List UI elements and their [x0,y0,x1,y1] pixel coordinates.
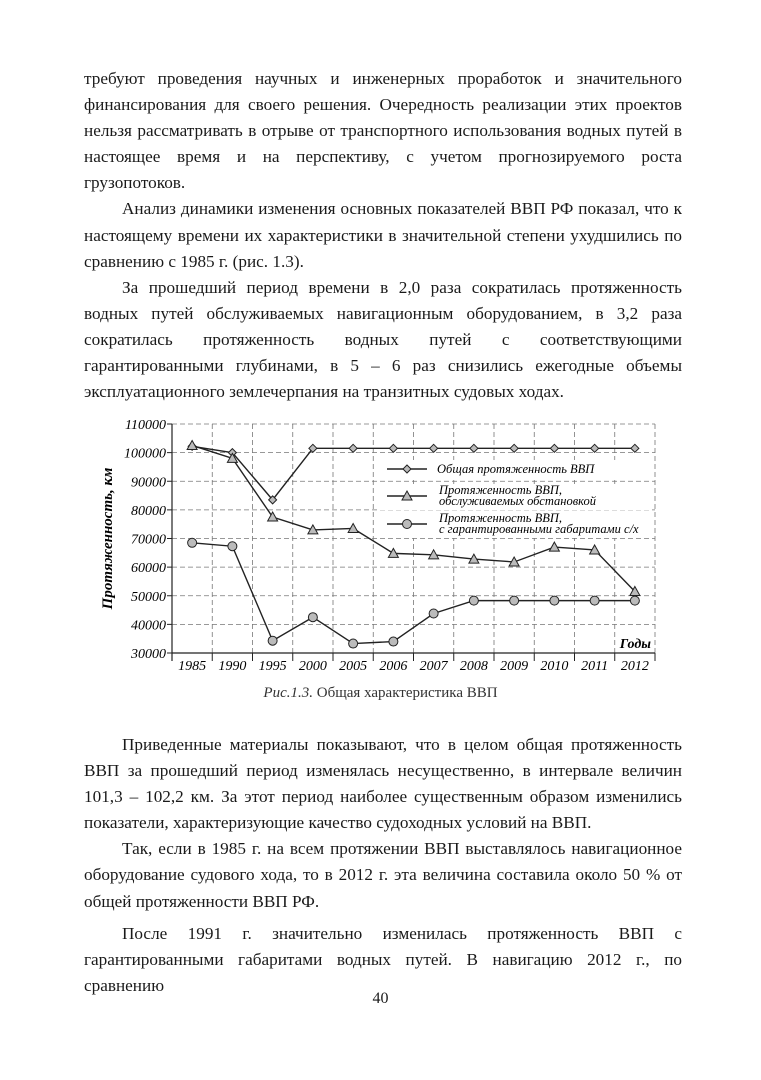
data-point-diamond [591,444,599,452]
data-point-circle [630,596,639,605]
data-point-circle [228,542,237,551]
data-point-diamond [470,444,478,452]
paragraph: Анализ динамики изменения основных показателей ВВП РФ показал, что к настоящему времени их характеристики в значительной степени ухудшились по сравнению с 1985 г. (рис. 1.3). [84,199,682,271]
legend-entry-line: обслуживаемых обстановкой [439,494,597,508]
data-point-triangle [549,542,559,551]
x-tick-label: 2012 [620,659,649,674]
x-tick-label: 2010 [540,659,569,674]
y-tick-label: 60000 [131,561,166,577]
y-tick-label: 90000 [131,475,166,491]
y-tick-label: 50000 [131,589,166,605]
y-tick-label: 80000 [131,503,166,519]
text-block-top [84,66,682,405]
x-tick-label: 2005 [339,659,368,674]
figure-caption [0,685,761,702]
data-point-circle [308,613,317,622]
text-block-bottom [84,732,682,999]
data-point-circle [590,596,599,605]
data-point-circle [268,636,277,645]
data-point-triangle [187,440,197,449]
data-point-diamond [349,444,357,452]
data-point-circle [550,596,559,605]
x-tick-label: 2008 [459,659,488,674]
paragraph: требуют проведения научных и инженерных проработок и значительного финансирования для своего решения. Очередность реализации этих проектов нельзя рассматривать в отрыве от транспортного использования водных путей в настоящее время и на перспективу, с учетом прогнозируемого роста грузопотоков. [84,69,682,193]
data-point-triangle [268,512,278,521]
x-tick-label: 2000 [298,659,327,674]
page-number: 40 [372,990,389,1007]
x-tick-label: 1985 [178,659,207,674]
paragraph: Приведенные материалы показывают, что в целом общая протяженность ВВП за прошедший период изменялась несущественно, в интервале величин 101,3 – 102,2 км. За этот период наиболее существенным образом изменились показатели, характеризующие качество судоходных условий на ВВП. [84,735,682,833]
data-point-diamond [631,444,639,452]
x-axis-label: Годы [619,637,651,652]
x-tick-label: 1995 [258,659,287,674]
paragraph: Так, если в 1985 г. на всем протяжении ВВП выставлялось навигационное оборудование судового хода, то в 2012 г. эта величина составила около 50 % от общей протяженности ВВП РФ. [84,839,682,911]
data-point-circle [349,639,358,648]
line-chart [95,412,670,682]
legend-entry-line: Протяженность ВВП, [439,511,562,525]
data-point-circle [510,596,519,605]
data-point-diamond [510,444,518,452]
data-point-circle [469,596,478,605]
y-tick-label: 30000 [131,647,166,662]
x-tick-label: 1990 [218,659,247,674]
y-tick-label: 110000 [125,418,166,433]
legend-marker-circle [403,520,412,529]
y-tick-label: 70000 [131,532,166,548]
figure-caption-text: Общая характеристика ВВП [316,685,498,701]
data-point-diamond [550,444,558,452]
data-point-diamond [430,444,438,452]
paragraph: После 1991 г. значительно изменилась протяженность ВВП с гарантированными габаритами водных путей. В навигацию 2012 г., по сравнению [84,923,682,995]
data-point-circle [429,609,438,618]
figure-label: Рис.1.3. [263,685,313,701]
x-tick-label: 2006 [379,659,408,674]
data-point-circle [389,637,398,646]
legend-entry-line: с гарантированными габаритами с/х [439,522,639,536]
legend-entry: Общая протяженность ВВП [437,462,595,476]
data-point-circle [188,538,197,547]
y-tick-label: 100000 [124,446,166,462]
x-tick-label: 2011 [581,659,609,674]
x-tick-label: 2009 [500,659,529,674]
data-point-diamond [389,444,397,452]
legend-entry-line: Протяженность ВВП, [439,483,562,497]
y-axis-label: Протяженность, км [100,467,116,610]
paragraph: За прошедший период времени в 2,0 раза сократилась протяженность водных путей обслуживаемых навигационным оборудованием, в 3,2 раза сократилась протяженность водных путей с соответствующими гарантированными глубинами, в 5 – 6 раз снизились ежегодные объемы эксплуатационного землечерпания на транзитных судовых ходах. [84,277,682,402]
x-tick-label: 2007 [419,659,448,674]
y-tick-label: 40000 [131,618,166,634]
